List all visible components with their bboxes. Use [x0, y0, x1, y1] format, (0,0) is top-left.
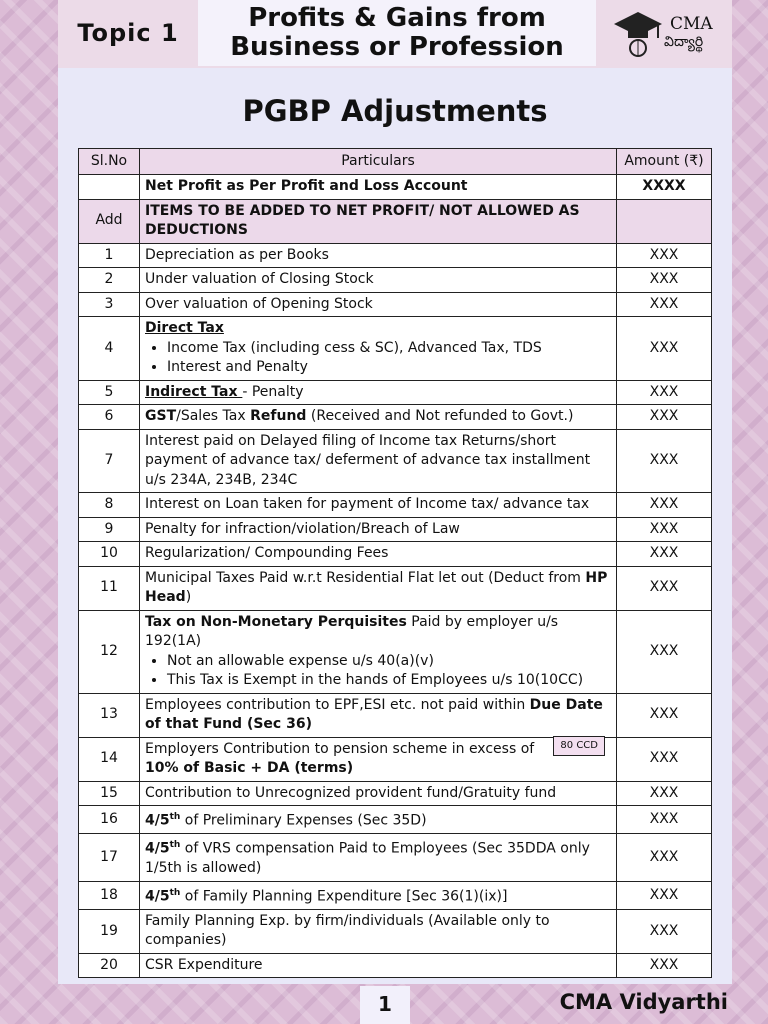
row-text-text: Depreciation as per Books [145, 246, 329, 263]
row-particulars [140, 693, 617, 737]
header-title-line1: Profits & Gains from [248, 3, 546, 33]
add-items-row [79, 199, 712, 243]
row-text-bold: GST [145, 408, 177, 424]
table-row [79, 292, 712, 317]
row-slno: 19 [79, 909, 140, 953]
footer-brand: CMA Vidyarthi [559, 990, 728, 1014]
table-header-row [79, 149, 712, 175]
table-row [79, 317, 712, 381]
row-amount: XXX [617, 429, 712, 493]
row-text-text: Regularization/ Compounding Fees [145, 545, 389, 561]
row-slno: 1 [79, 243, 140, 268]
row-particulars [140, 881, 617, 909]
row-amount: XXX [617, 243, 712, 268]
row-slno: 15 [79, 781, 140, 806]
page-footer [0, 986, 768, 1024]
row-amount: XXX [617, 806, 712, 834]
row-particulars [140, 517, 617, 542]
row-particulars [140, 493, 617, 518]
add-label: Add [79, 199, 140, 243]
row-text-bold: Indirect Tax [145, 383, 243, 400]
graduation-cap-icon [608, 4, 668, 60]
row-particulars [140, 806, 617, 834]
row-slno: 9 [79, 517, 140, 542]
net-profit-amount: XXXX [617, 175, 712, 200]
logo-text: CMA [670, 14, 713, 34]
row-slno: 13 [79, 693, 140, 737]
table-row [79, 566, 712, 610]
net-profit-sl [79, 175, 140, 200]
row-particulars [140, 380, 617, 405]
row-slno: 17 [79, 834, 140, 882]
row-text-text: Penalty for infraction/violation/Breach of Law [145, 520, 460, 537]
row-text-text: of Family Planning Expenditure [Sec 36(1)(ix)] [180, 888, 508, 905]
row-slno: 8 [79, 493, 140, 518]
table-row [79, 834, 712, 882]
row-particulars [140, 610, 617, 693]
section-badge: 80 CCD [553, 736, 605, 756]
row-text-text: Family Planning Exp. by firm/individuals (Available only to companies) [145, 912, 550, 949]
row-particulars [140, 834, 617, 882]
row-slno: 12 [79, 610, 140, 693]
row-text-text: Municipal Taxes Paid w.r.t Residential Flat let out (Deduct from [145, 569, 586, 586]
row-text-heading: Direct Tax [145, 320, 224, 336]
row-text-text: - Penalty [242, 383, 304, 400]
row-text-sup: th [169, 887, 181, 898]
row-amount: XXX [617, 292, 712, 317]
row-slno: 11 [79, 566, 140, 610]
col-header-slno: Sl.No [79, 149, 140, 175]
row-slno: 7 [79, 429, 140, 493]
row-bullet-list [145, 339, 611, 378]
row-particulars [140, 292, 617, 317]
row-amount: XXX [617, 909, 712, 953]
row-slno: 20 [79, 953, 140, 978]
row-slno: 4 [79, 317, 140, 381]
cma-logo [608, 4, 728, 64]
row-particulars [140, 405, 617, 430]
table-row [79, 243, 712, 268]
row-amount: XXX [617, 693, 712, 737]
row-amount: XXX [617, 542, 712, 567]
row-bullet-item: • Interest and Penalty [167, 358, 611, 378]
row-text-text: of VRS compensation Paid to Employees (Sec 35DDA only 1/5th is allowed) [145, 840, 590, 877]
row-slno: 16 [79, 806, 140, 834]
row-particulars [140, 243, 617, 268]
row-text-sup: th [169, 840, 181, 851]
table-row [79, 610, 712, 693]
row-slno: 14 [79, 737, 140, 781]
header-title-line2: Business or Profession [230, 32, 564, 62]
add-items-amount [617, 199, 712, 243]
table-row [79, 429, 712, 493]
logo-subtext: విద్యార్థి [664, 34, 704, 50]
table-row [79, 493, 712, 518]
page-title: PGBP Adjustments [242, 94, 548, 128]
row-amount: XXX [617, 881, 712, 909]
row-text-text: Over valuation of Opening Stock [145, 295, 373, 312]
row-amount: XXX [617, 405, 712, 430]
row-amount: XXX [617, 517, 712, 542]
row-text-text2: ) [185, 589, 192, 605]
row-text-bold: 4/5 [145, 840, 170, 857]
table-row [79, 405, 712, 430]
table-row [79, 380, 712, 405]
row-text-bold: 10% of Basic + DA (terms) [145, 760, 354, 776]
row-text-text: Under valuation of Closing Stock [145, 271, 374, 287]
row-text-text: Paid by employer u/s 192(1A) [145, 613, 559, 649]
row-particulars [140, 542, 617, 567]
net-profit-label: Net Profit as Per Profit and Loss Account [140, 175, 617, 200]
col-header-amount: Amount (₹) [617, 149, 712, 175]
row-text-sup: th [169, 812, 181, 822]
row-amount: XXX [617, 493, 712, 518]
row-text-bold2: Refund [250, 408, 307, 424]
adjustments-table [78, 148, 712, 978]
topic-label: Topic 1 [77, 19, 179, 47]
table-row [79, 737, 712, 781]
table-row [79, 268, 712, 293]
row-particulars [140, 953, 617, 978]
row-text-bold: 4/5 [145, 812, 170, 829]
row-slno: 10 [79, 542, 140, 567]
row-amount: XXX [617, 781, 712, 806]
table-row [79, 953, 712, 978]
row-text-text: Employers Contribution to pension scheme in excess of [145, 740, 535, 757]
row-text-bold: Due Date of that Fund (Sec 36) [145, 696, 603, 732]
table-row [79, 881, 712, 909]
row-bullet-item: • Not an allowable expense u/s 40(a)(v) [167, 652, 611, 672]
row-text-text: of Preliminary Expenses (Sec 35D) [180, 812, 427, 829]
page-header [58, 0, 732, 70]
row-particulars [140, 781, 617, 806]
row-text-text: /Sales Tax [176, 408, 251, 424]
table-row [79, 517, 712, 542]
row-text-text: Contribution to Unrecognized provident fund/Gratuity fund [145, 784, 557, 801]
row-text-text: Interest paid on Delayed filing of Income tax Returns/short payment of advance tax/ deferment of advance tax installment u/s 234A, 234B, 234C [145, 432, 591, 488]
row-slno: 18 [79, 881, 140, 909]
row-text-text: CSR Expenditure [145, 956, 263, 973]
row-bullet-list [145, 652, 611, 691]
table-row [79, 693, 712, 737]
col-header-particulars: Particulars [140, 149, 617, 175]
content-page [58, 68, 732, 984]
row-particulars [140, 566, 617, 610]
row-particulars [140, 909, 617, 953]
row-text-text: Interest on Loan taken for payment of Income tax/ advance tax [145, 496, 590, 512]
row-text-bold: HP Head [145, 569, 608, 605]
row-text-text2: (Received and Not refunded to Govt.) [306, 408, 574, 424]
row-amount: XXX [617, 737, 712, 781]
net-profit-row [79, 175, 712, 200]
row-amount: XXX [617, 566, 712, 610]
header-title [198, 0, 596, 66]
row-text-text: Employees contribution to EPF,ESI etc. not paid within [145, 696, 530, 713]
page-number: 1 [360, 986, 410, 1024]
row-amount: XXX [617, 834, 712, 882]
row-bullet-item: • This Tax is Exempt in the hands of Employees u/s 10(10CC) [167, 671, 611, 691]
row-slno: 3 [79, 292, 140, 317]
row-particulars [140, 268, 617, 293]
row-amount: XXX [617, 380, 712, 405]
row-amount: XXX [617, 953, 712, 978]
row-slno: 2 [79, 268, 140, 293]
table-row [79, 542, 712, 567]
row-text-bold: 4/5 [145, 888, 170, 905]
row-amount: XXX [617, 317, 712, 381]
row-amount: XXX [617, 268, 712, 293]
table-row [79, 806, 712, 834]
table-row [79, 781, 712, 806]
row-text-bold: Tax on Non-Monetary Perquisites [145, 613, 407, 630]
row-slno: 6 [79, 405, 140, 430]
row-slno: 5 [79, 380, 140, 405]
row-particulars [140, 429, 617, 493]
row-particulars [140, 737, 617, 781]
row-particulars [140, 317, 617, 381]
table-row [79, 909, 712, 953]
row-bullet-item: • Income Tax (including cess & SC), Advanced Tax, TDS [167, 339, 611, 359]
row-amount: XXX [617, 610, 712, 693]
add-items-heading: ITEMS TO BE ADDED TO NET PROFIT/ NOT ALLOWED AS DEDUCTIONS [140, 199, 617, 243]
